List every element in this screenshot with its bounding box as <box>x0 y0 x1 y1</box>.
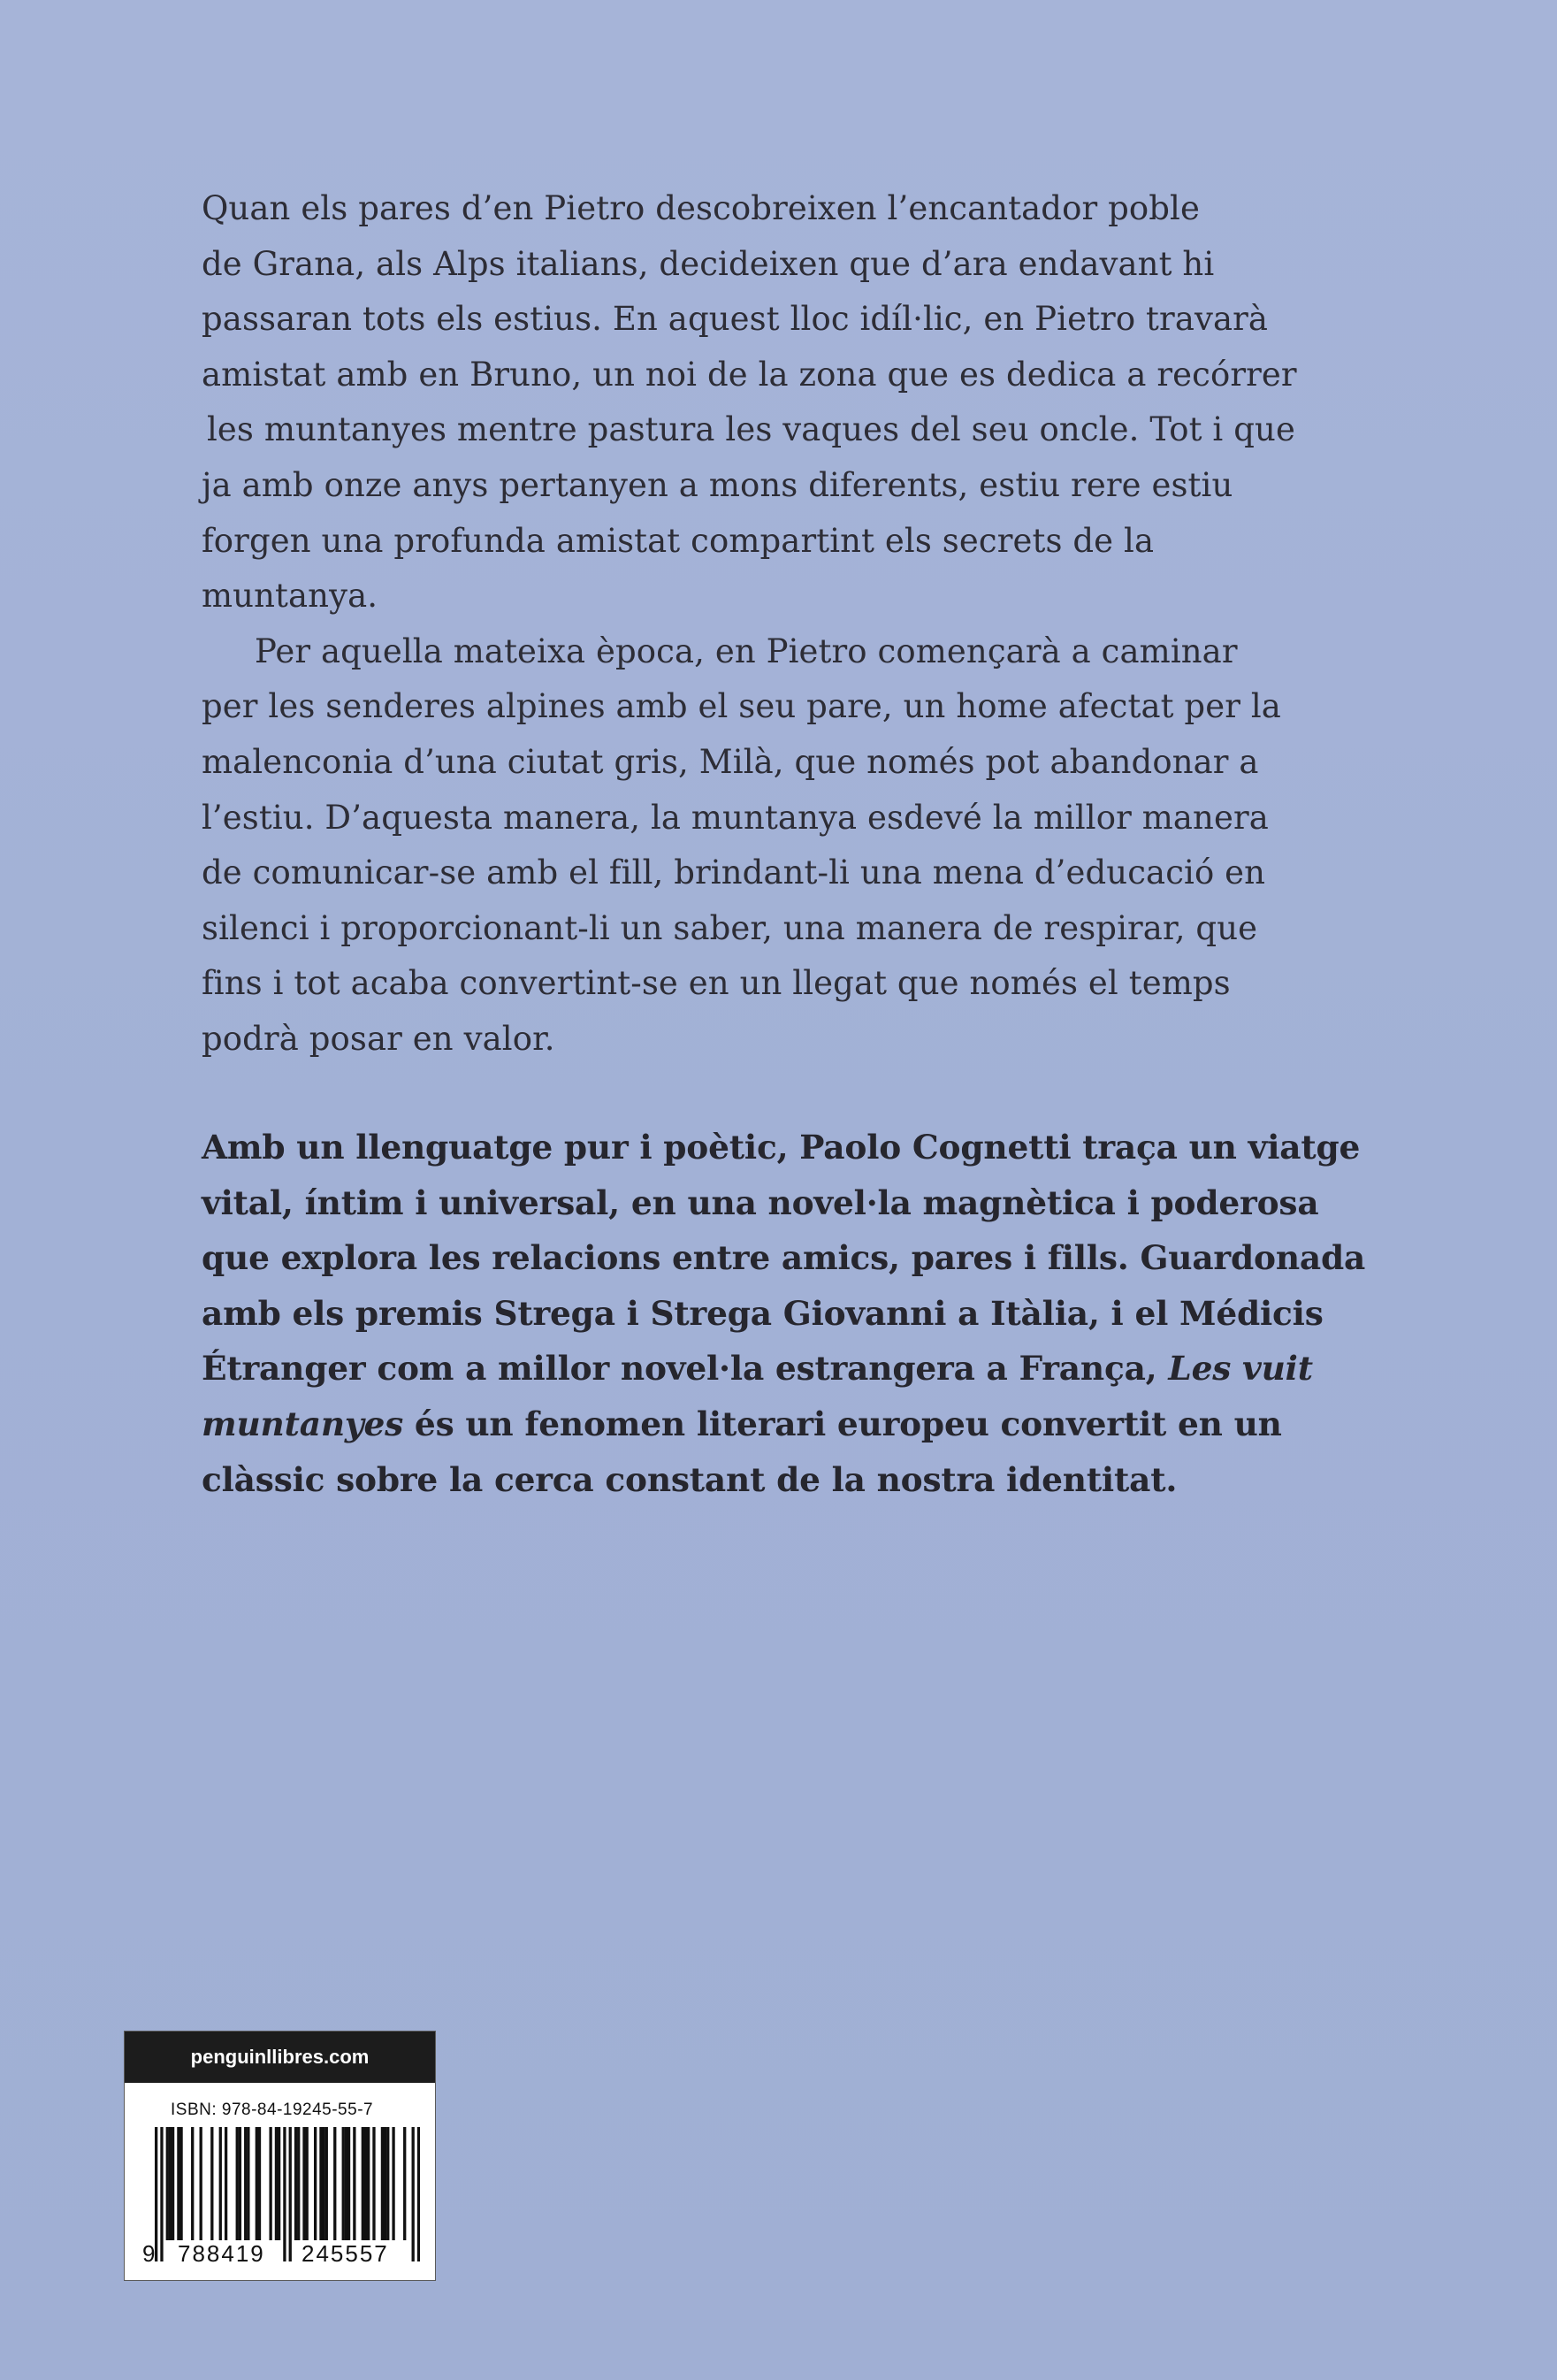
barcode-bar <box>342 2127 345 2240</box>
barcode-bar <box>384 2127 386 2240</box>
barcode-bar <box>294 2127 297 2240</box>
barcode-bar <box>210 2127 213 2240</box>
barcode-bar <box>191 2127 194 2240</box>
barcode-bar <box>381 2127 384 2240</box>
barcode-bar <box>258 2127 261 2240</box>
barcode-bar <box>247 2127 249 2240</box>
synopsis-line: Per aquella mateixa època, en Pietro començarà a caminar <box>255 631 1238 670</box>
barcode-bar <box>345 2127 347 2240</box>
blurb-line <box>202 1397 1369 1452</box>
blurb-line-text: és un fenomen literari europeu convertit en un <box>414 1404 1282 1443</box>
blurb-text <box>202 1120 1369 1507</box>
barcode-bar <box>297 2127 300 2240</box>
blurb-line-text: Étranger com a millor novel·la estrangera a França, <box>202 1349 1157 1389</box>
barcode-bar <box>362 2127 364 2240</box>
synopsis-line: Quan els pares d’en Pietro descobreixen l’encantador poble <box>202 189 1200 227</box>
barcode-bar <box>347 2127 350 2240</box>
publisher-website: penguinllibres.com <box>125 2032 435 2083</box>
barcode-bar <box>367 2127 370 2240</box>
synopsis-line: per les senderes alpines amb el seu pare, un home afectat per la <box>202 687 1281 726</box>
synopsis-line: de comunicar-se amb el fill, brindant-li una mena d’educació en <box>202 853 1266 892</box>
synopsis-line: forgen una profunda amistat compartint els secrets de la <box>202 521 1155 560</box>
barcode-bar <box>319 2127 322 2240</box>
ean-left-group: 788419 <box>174 2240 269 2268</box>
synopsis-line: les muntanyes mentre pastura les vaques del seu oncle. Tot i que <box>207 410 1295 449</box>
blurb-line: Amb un llenguatge pur i poètic, Paolo Cognetti traça un viatge <box>202 1128 1361 1167</box>
barcode-bar <box>177 2127 179 2240</box>
barcode-panel <box>124 2031 436 2281</box>
barcode-bar <box>225 2127 227 2240</box>
barcode-bar <box>239 2127 241 2240</box>
barcode-bar <box>302 2127 305 2240</box>
book-title-part: Les vuit <box>1168 1349 1313 1389</box>
synopsis-line: silenci i proporcionant-li un saber, una manera de respirar, que <box>202 908 1258 947</box>
barcode-bar <box>200 2127 202 2240</box>
barcode-bar <box>322 2127 324 2240</box>
barcode-bar <box>333 2127 336 2240</box>
blurb-line: vital, íntim i universal, en una novel·la magnètica i poderosa <box>202 1182 1319 1222</box>
synopsis-line: ja amb onze anys pertanyen a mons diferents, estiu rere estiu <box>202 465 1233 504</box>
ean-digits <box>142 2240 425 2276</box>
synopsis-text <box>202 181 1351 1068</box>
barcode-bar <box>236 2127 239 2240</box>
blurb-line <box>202 1341 1369 1397</box>
blurb-line: clàssic sobre la cerca constant de la nostra identitat. <box>202 1459 1178 1499</box>
blurb-line: amb els premis Strega i Strega Giovanni a Itàlia, i el Médicis <box>202 1293 1324 1333</box>
synopsis-line: amistat amb en Bruno, un noi de la zona que es dedica a recórrer <box>202 355 1297 394</box>
synopsis-line: muntanya. <box>202 577 378 616</box>
barcode-bar <box>372 2127 375 2240</box>
isbn-label: ISBN: 978-84-19245-55-7 <box>171 2101 374 2119</box>
barcode-bar <box>169 2127 172 2240</box>
synopsis-line: malenconia d’una ciutat gris, Milà, que només pot abandonar a <box>202 742 1259 781</box>
barcode-bar <box>219 2127 222 2240</box>
barcode-bar <box>314 2127 317 2240</box>
barcode-bar <box>403 2127 406 2240</box>
barcode-bar <box>392 2127 394 2240</box>
ean-first-digit: 9 <box>142 2240 156 2267</box>
synopsis-line: de Grana, als Alps italians, decideixen que d’ara endavant hi <box>202 244 1215 283</box>
barcode-bar <box>256 2127 258 2240</box>
barcode-bar <box>172 2127 174 2240</box>
barcode-bar <box>364 2127 367 2240</box>
barcode-bar <box>325 2127 328 2240</box>
barcode-bar <box>386 2127 389 2240</box>
ean-right-group: 245557 <box>298 2240 393 2268</box>
synopsis-line: passaran tots els estius. En aquest lloc idíl·lic, en Pietro travarà <box>202 300 1269 339</box>
synopsis-line: podrà posar en valor. <box>202 1019 555 1058</box>
barcode-bar <box>278 2127 280 2240</box>
synopsis-line: fins i tot acaba convertint-se en un llegat que només el temps <box>202 964 1231 1003</box>
book-title-part: muntanyes <box>202 1404 404 1443</box>
blurb-line: que explora les relacions entre amics, pares i fills. Guardonada <box>202 1238 1366 1278</box>
barcode-bar <box>353 2127 355 2240</box>
barcode-bar <box>244 2127 247 2240</box>
barcode-bar <box>179 2127 182 2240</box>
barcode-bar <box>275 2127 278 2240</box>
barcode-bar <box>269 2127 271 2240</box>
barcode-bar <box>306 2127 309 2240</box>
synopsis-line: l’estiu. D’aquesta manera, la muntanya esdevé la millor manera <box>202 798 1269 837</box>
barcode-bar <box>166 2127 169 2240</box>
